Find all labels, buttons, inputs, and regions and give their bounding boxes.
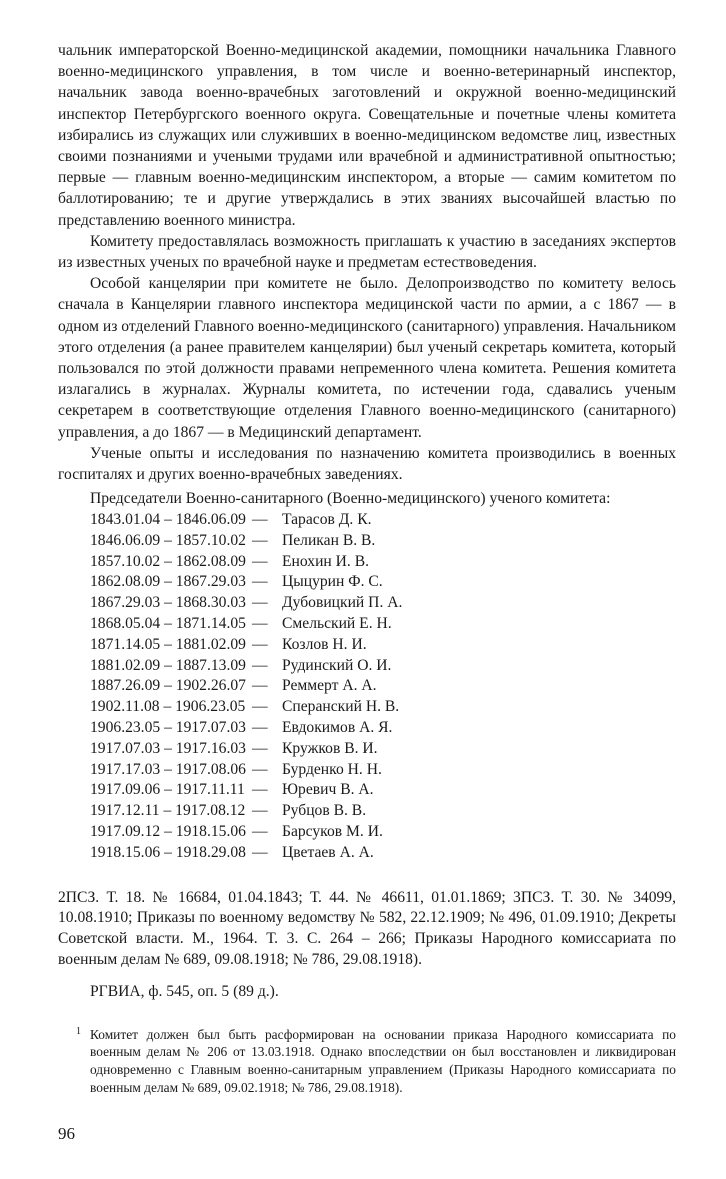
chair-dates: 1881.02.09 – 1887.13.09 xyxy=(90,656,246,674)
chair-dash: — xyxy=(252,677,268,695)
chair-row xyxy=(90,614,676,635)
chair-row xyxy=(90,531,676,552)
chair-dash: — xyxy=(252,511,268,529)
chair-dash: — xyxy=(252,843,268,861)
chair-name: Цветаев А. А. xyxy=(282,843,374,861)
chair-name: Сперанский Н. В. xyxy=(282,698,400,716)
paragraph-4: Ученые опыты и исследования по назначению комитета производились в военных госпиталях и других военно-врачебных заведениях. xyxy=(58,444,676,484)
chair-name: Козлов Н. И. xyxy=(282,635,367,653)
chair-dash: — xyxy=(252,552,268,570)
chair-dates: 1906.23.05 – 1917.07.03 xyxy=(90,719,246,737)
chairs-title: Председатели Военно-санитарного (Военно-медицинского) ученого комитета: xyxy=(90,490,611,508)
chair-row xyxy=(90,697,676,718)
chair-name: Цыцурин Ф. С. xyxy=(282,573,383,591)
chair-dates: 1862.08.09 – 1867.29.03 xyxy=(90,573,246,591)
footnote xyxy=(76,1025,676,1096)
chair-row xyxy=(90,593,676,614)
chair-name: Реммерт А. А. xyxy=(282,677,377,695)
chair-dash: — xyxy=(252,823,268,841)
chair-dash: — xyxy=(252,635,268,653)
archive-reference: РГВИА, ф. 545, оп. 5 (89 д.). xyxy=(90,982,279,1000)
footnote-text: Комитет должен был быть расформирован на основании приказа Народного комиссариата по военным делам № 206 от 13.03.1918. Однако впоследствии он был восстановлен и ликвидирован одновременно с Главным военно-санитарным управлением (Приказы Народного комиссариата по военным делам № 689, 09.02.1918; № 786, 29.08.1918). xyxy=(90,1026,676,1095)
page-number: 96 xyxy=(58,1124,75,1143)
paragraph-1: чальник императорской Военно-медицинской академии, помощники начальника Главного военно-медицинского управления, в том числе и военно-ветеринарный инспектор, начальник завода военно-врачебных заготовлений и окружной военно-медицинский инспектор Петербургского военного округа. Совещательные и почетные члены комитета избирались из служащих или служивших в военно-медицинском ведомстве лиц, известных своими познаниями и учеными трудами или врачебной и административной опытностью; первые — главным военно-медицинским инспектором, а вторые — самим комитетом по баллотированию; те и другие утверждались в этих званиях высочайшей властью по представлению военного министра. xyxy=(58,42,676,229)
chair-dates: 1887.26.09 – 1902.26.07 xyxy=(90,677,246,695)
chair-dash: — xyxy=(252,719,268,737)
chair-row xyxy=(90,656,676,677)
chair-name: Бурденко Н. Н. xyxy=(282,760,382,778)
chair-row xyxy=(90,780,676,801)
chair-row xyxy=(90,760,676,781)
chair-dash: — xyxy=(252,573,268,591)
chair-dates: 1902.11.08 – 1906.23.05 xyxy=(90,698,246,716)
chair-name: Енохин И. В. xyxy=(282,552,370,570)
paragraph-3: Особой канцелярии при комитете не было. Делопроизводство по комитету велось сначала в Канцелярии главного инспектора медицинской части по армии, а с 1867 — в одном из отделений Главного военно-медицинского (санитарного) управления. Начальником этого отделения (а ранее правителем канцелярии) был ученый секретарь комитета, который пользовался по этой должности правами непременного члена комитета. Решения комитета излагались в журналах. Журналы комитета, по истечении года, сдавались ученым секретарем в соответствующие отделения Главного военно-медицинского (санитарного) управления, а до 1867 — в Медицинский департамент. xyxy=(58,275,676,441)
chair-dates: 1917.09.12 – 1918.15.06 xyxy=(90,823,246,841)
chair-name: Пеликан В. В. xyxy=(282,531,376,549)
chair-dash: — xyxy=(252,656,268,674)
chair-dates: 1917.12.11 – 1917.08.12 xyxy=(90,802,246,820)
chair-name: Смельский Е. Н. xyxy=(282,615,392,633)
chair-dates: 1918.15.06 – 1918.29.08 xyxy=(90,843,246,861)
chair-name: Евдокимов А. Я. xyxy=(282,719,393,737)
chair-row xyxy=(90,822,676,843)
chair-row xyxy=(90,635,676,656)
chair-dates: 1867.29.03 – 1868.30.03 xyxy=(90,594,246,612)
chair-name: Тарасов Д. К. xyxy=(282,511,372,529)
chair-dash: — xyxy=(252,615,268,633)
chair-row xyxy=(90,510,676,531)
chair-dates: 1871.14.05 – 1881.02.09 xyxy=(90,635,246,653)
chair-dates: 1857.10.02 – 1862.08.09 xyxy=(90,552,246,570)
page-body xyxy=(58,40,676,1096)
references: 2ПСЗ. Т. 18. № 16684, 01.04.1843; Т. 44. № 46611, 01.01.1869; 3ПСЗ. Т. 30. № 34099, 10.08.1910; Приказы по военному ведомству № 582, 22.12.1909; № 496, 01.09.1910; Декреты Советской власти. М., 1964. Т. 3. С. 264 – 266; Приказы Народного комиссариата по военным делам № 689, 09.08.1918; № 786, 29.08.1918). xyxy=(58,888,676,968)
chair-dates: 1846.06.09 – 1857.10.02 xyxy=(90,531,246,549)
chair-row xyxy=(90,739,676,760)
chair-dash: — xyxy=(252,760,268,778)
footnote-mark: 1 xyxy=(76,1025,81,1037)
chair-name: Рудинский О. И. xyxy=(282,656,392,674)
chair-dash: — xyxy=(252,739,268,757)
chair-dates: 1917.07.03 – 1917.16.03 xyxy=(90,739,246,757)
chair-dash: — xyxy=(252,531,268,549)
chair-row xyxy=(90,801,676,822)
chair-name: Дубовицкий П. А. xyxy=(282,594,403,612)
chair-dates: 1917.17.03 – 1917.08.06 xyxy=(90,760,246,778)
chair-dash: — xyxy=(252,594,268,612)
chair-row xyxy=(90,676,676,697)
paragraph-2: Комитету предоставлялась возможность приглашать к участию в заседаниях экспертов из известных ученых по врачебной науке и предметам естествоведения. xyxy=(58,232,676,272)
chair-dates: 1868.05.04 – 1871.14.05 xyxy=(90,615,246,633)
chair-row xyxy=(90,843,676,864)
chair-name: Барсуков М. И. xyxy=(282,823,383,841)
chair-dash: — xyxy=(252,802,268,820)
chair-name: Кружков В. И. xyxy=(282,739,378,757)
chair-rows xyxy=(90,510,676,864)
chair-name: Рубцов В. В. xyxy=(282,802,367,820)
chair-dash: — xyxy=(252,698,268,716)
chairs-list xyxy=(90,489,676,863)
chair-name: Юревич В. А. xyxy=(282,781,374,799)
chair-row xyxy=(90,718,676,739)
chair-row xyxy=(90,552,676,573)
chair-dates: 1843.01.04 – 1846.06.09 xyxy=(90,511,246,529)
chair-dates: 1917.09.06 – 1917.11.11 xyxy=(90,781,245,799)
chair-dash: — xyxy=(252,781,268,799)
chair-row xyxy=(90,572,676,593)
